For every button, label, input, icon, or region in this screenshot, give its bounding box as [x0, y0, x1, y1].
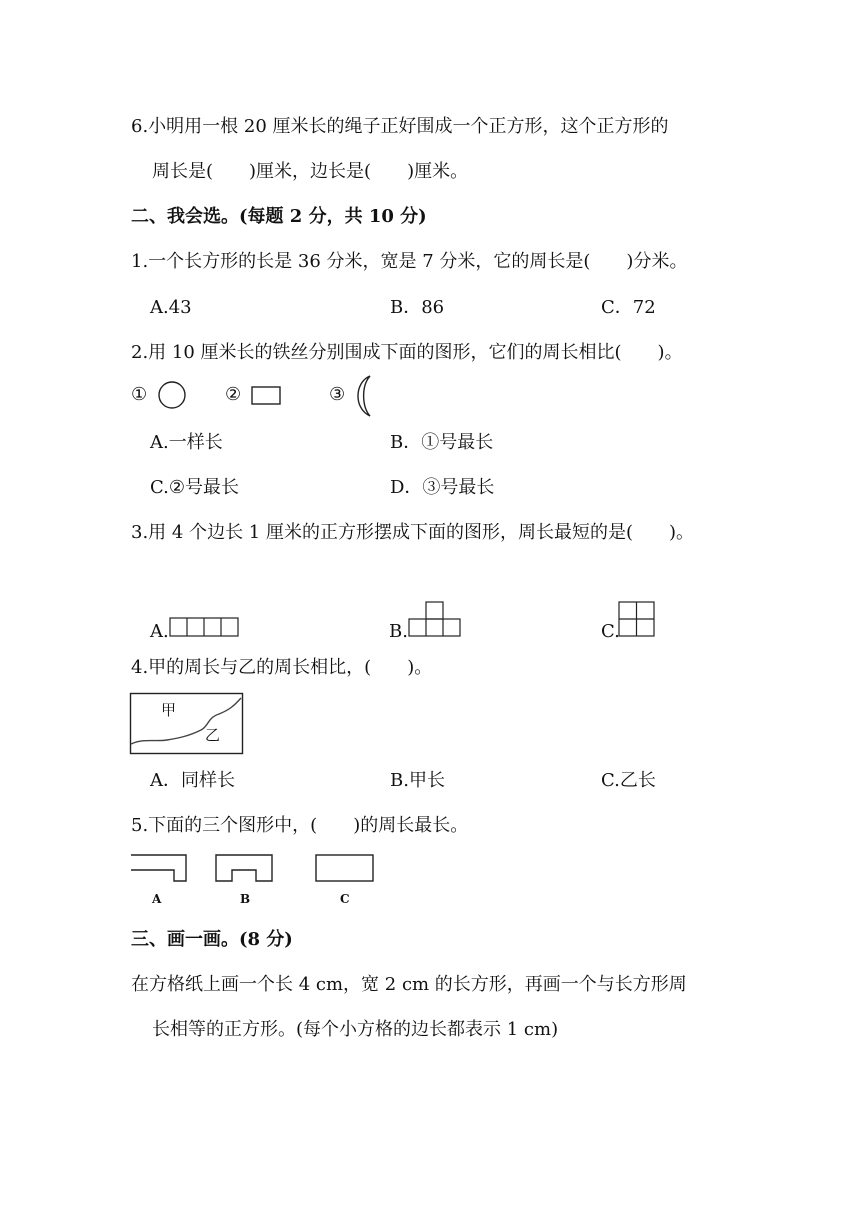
- region-label-yi: 乙: [205, 726, 221, 744]
- rectangle-figure: [250, 385, 284, 407]
- choice2-option-c: C.②号最长: [150, 477, 239, 498]
- choice3-option-a: A.: [150, 621, 169, 642]
- choice2-question: 2.用 10 厘米长的铁丝分别围成下面的图形，它们的周长相比( )。: [131, 342, 683, 363]
- section3-line2: 长相等的正方形。(每个小方格的边长都表示 1 cm): [152, 1019, 559, 1040]
- choice5-question: 5.下面的三个图形中，( )的周长最长。: [131, 815, 469, 836]
- shape-label-1: ①: [131, 384, 148, 405]
- choice2-option-b: B．①号最长: [390, 432, 494, 453]
- figure-a-label: A: [152, 892, 162, 906]
- choice4-option-c: C.乙长: [601, 770, 656, 791]
- choice3-option-c: C.: [601, 621, 620, 642]
- choice1-option-c: C．72: [601, 297, 656, 318]
- choice1-question: 1.一个长方形的长是 36 分米，宽是 7 分米，它的周长是( )分米。: [131, 251, 688, 272]
- figure-c-shape: [314, 852, 376, 884]
- figure-c-label: C: [340, 892, 350, 906]
- section2-heading: 二、我会选。(每题 2 分，共 10 分): [131, 206, 427, 227]
- figure-b-shape: [214, 852, 276, 884]
- choice4-question: 4.甲的周长与乙的周长相比，( )。: [131, 657, 433, 678]
- shape-label-3: ③: [329, 384, 346, 405]
- choice2-option-d: D．③号最长: [390, 477, 495, 498]
- circle-figure: [156, 380, 190, 412]
- choice3-question: 3.用 4 个边长 1 厘米的正方形摆成下面的图形，周长最短的是( )。: [131, 522, 695, 543]
- choice2-option-a: A.一样长: [150, 432, 223, 453]
- t-shape-figure: [407, 600, 463, 640]
- choice4-option-b: B.甲长: [390, 770, 445, 791]
- jia-yi-outline: [129, 692, 244, 755]
- square-2x2-figure: [617, 600, 657, 640]
- jia-yi-figure: [129, 692, 244, 755]
- choice3-option-b: B.: [389, 621, 408, 642]
- choice1-option-a: A.43: [150, 297, 192, 318]
- section3-line1: 在方格纸上画一个长 4 cm，宽 2 cm 的长方形，再画一个与长方形周: [131, 974, 687, 995]
- section3-heading: 三、画一画。(8 分): [131, 929, 293, 950]
- figure-a-shape: [129, 852, 189, 884]
- four-squares-row-figure: [168, 615, 242, 639]
- region-label-jia: 甲: [161, 701, 177, 719]
- choice1-option-b: B．86: [390, 297, 445, 318]
- q6-line2: 周长是( )厘米，边长是( )厘米。: [152, 161, 469, 182]
- figure-b-label: B: [240, 892, 251, 906]
- choice4-option-a: A．同样长: [150, 770, 235, 791]
- shape-label-2: ②: [225, 384, 242, 405]
- q6-line1: 6.小明用一根 20 厘米长的绳子正好围成一个正方形，这个正方形的: [131, 116, 669, 137]
- crescent-figure: [350, 374, 376, 418]
